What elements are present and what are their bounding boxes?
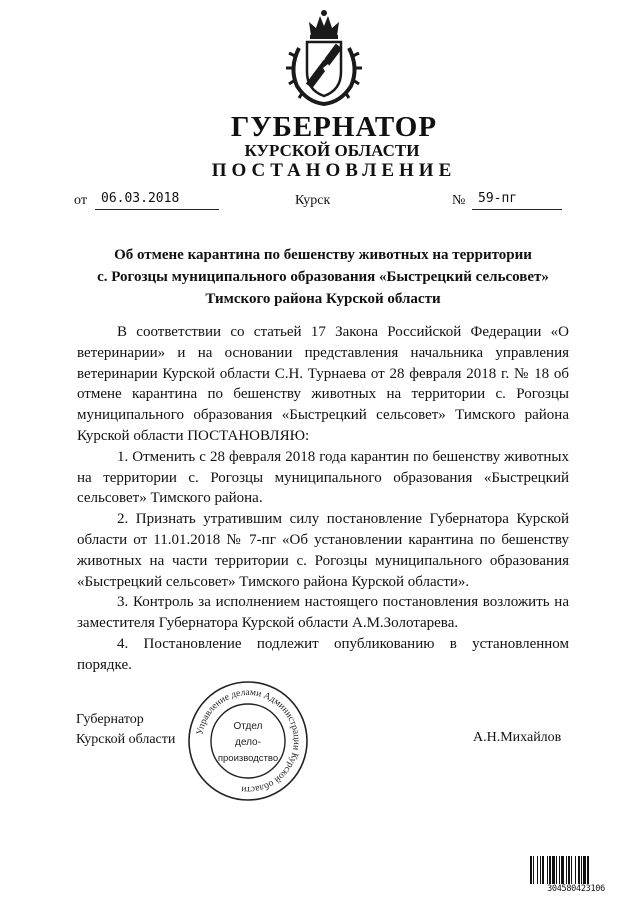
stamp-center-line: Отдел bbox=[233, 721, 263, 732]
stamp-center-line: дело- bbox=[235, 737, 261, 748]
body-paragraph-preamble: В соответствии со статьей 17 Закона Российской Федерации «О ветеринарии» и на основании представления начальника управления ветеринарии Курской области С.Н. Турнаева от 28 февраля 2018 г. № 18 об отмене карантина по бешенству животных на территории с. Рогозцы муниципального образования «Быстрецкий сельсовет» Тимского района Курской области ПОСТАНОВЛЯЮ: bbox=[77, 324, 569, 444]
barcode-number: 304580423106 bbox=[530, 884, 622, 894]
heading-line: Об отмене карантина по бешенству животных на территории bbox=[114, 247, 532, 263]
stamp-ring-text: Управление делами Администрации Курской области bbox=[195, 687, 302, 795]
signatory-position bbox=[76, 710, 175, 750]
document-type-title: ПОСТАНОВЛЕНИЕ bbox=[211, 160, 457, 181]
document-city: Курск bbox=[295, 193, 331, 208]
body-paragraph-item-2: 2. Признать утратившим силу постановление Губернатора Курской области от 11.01.2018 № 7-пг «Об установлении карантина по бешенству животных на части территории с. Рогозцы муниципального образования «Быстрецкий сельсовет» Тимского района Курской области». bbox=[77, 511, 569, 590]
document-body bbox=[77, 322, 569, 676]
region-title: КУРСКОЙ ОБЛАСТИ bbox=[244, 141, 420, 160]
document-number: 59-пг bbox=[478, 191, 518, 206]
body-paragraph-item-1: 1. Отменить с 28 февраля 2018 года карантин по бешенству животных на территории с. Рогозцы муниципального образования «Быстрецкий сельсовет» Тимского района. bbox=[77, 448, 569, 507]
signatory-position-line: Губернатор bbox=[76, 712, 144, 727]
heading-line: с. Рогозцы муниципального образования «Быстрецкий сельсовет» bbox=[97, 269, 549, 285]
date-prefix: от bbox=[74, 193, 87, 208]
number-prefix: № bbox=[452, 193, 466, 208]
governor-title: ГУБЕРНАТОР bbox=[230, 111, 438, 143]
coat-of-arms-emblem bbox=[285, 6, 363, 108]
official-stamp bbox=[186, 679, 310, 803]
body-paragraph-item-4: 4. Постановление подлежит опубликованию в установленном порядке. bbox=[77, 635, 569, 673]
heading-line: Тимского района Курской области bbox=[205, 291, 441, 307]
document-date: 06.03.2018 bbox=[101, 191, 180, 206]
signatory-position-line: Курской области bbox=[76, 732, 176, 747]
body-paragraph-item-3: 3. Контроль за исполнением настоящего постановления возложить на заместителя Губернатора Курской области А.М.Золотарева. bbox=[77, 594, 569, 632]
stamp-center-line: производство bbox=[217, 753, 279, 764]
signatory-name: А.Н.Михайлов bbox=[473, 730, 562, 745]
document-heading bbox=[70, 244, 576, 310]
